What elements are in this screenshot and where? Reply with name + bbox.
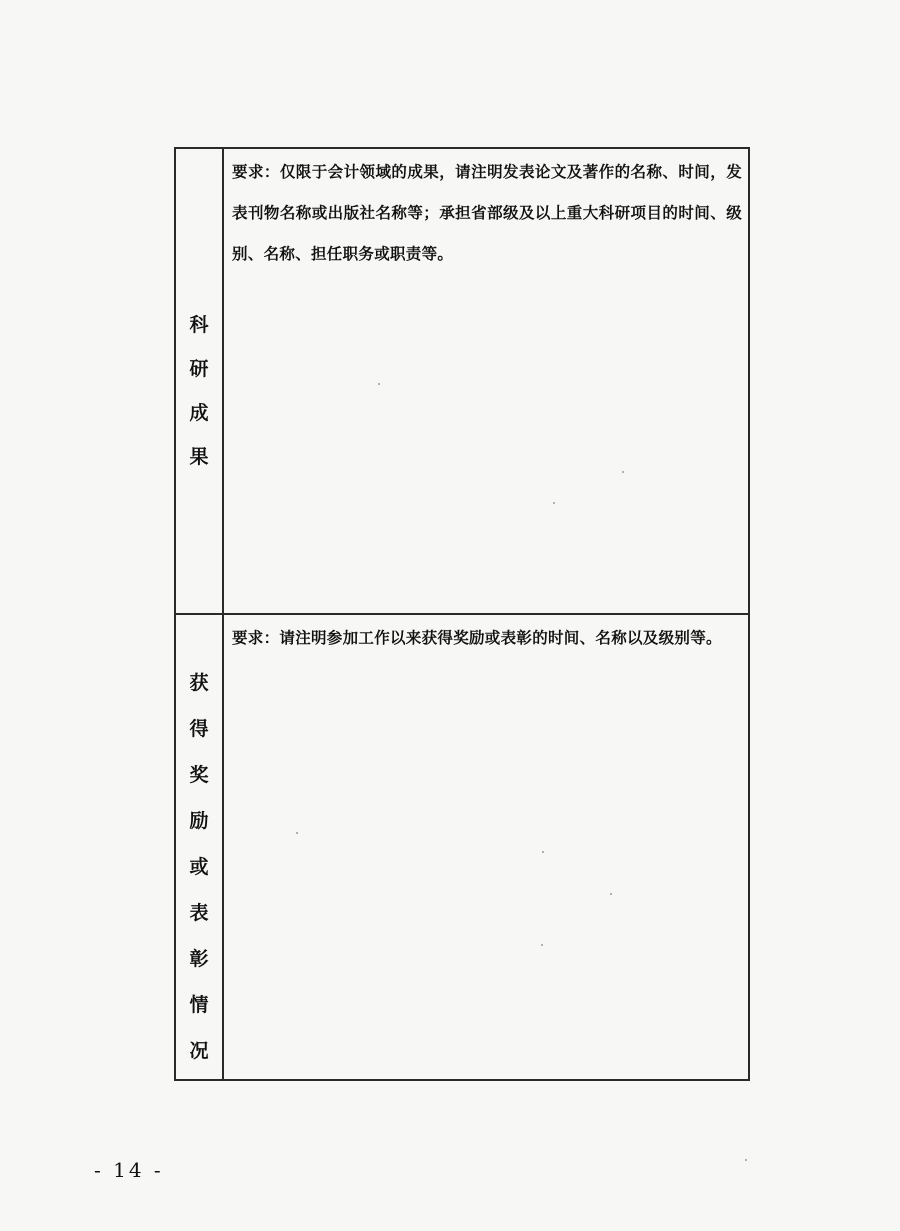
scan-speck xyxy=(745,1159,747,1161)
scan-speck xyxy=(610,893,612,895)
awards-label-cell xyxy=(176,615,224,1079)
label-char: 况 xyxy=(189,1040,209,1062)
scan-speck xyxy=(542,851,544,853)
research-results-requirement: 要求：仅限于会计领域的成果，请注明发表论文及著作的名称、时间，发表刊物名称或出版社名称等；承担省部级及以上重大科研项目的时间、级别、名称、担任职务或职责等。 xyxy=(232,162,742,263)
awards-content-cell[interactable] xyxy=(224,615,748,1079)
scan-speck xyxy=(378,383,380,385)
label-char: 情 xyxy=(189,994,209,1016)
awards-row xyxy=(176,615,748,1079)
research-results-content-cell[interactable] xyxy=(224,149,748,613)
label-char: 奖 xyxy=(189,764,209,786)
label-char: 彰 xyxy=(189,948,209,970)
page-number: - 14 - xyxy=(94,1158,164,1182)
research-results-row xyxy=(176,149,748,615)
research-results-label xyxy=(176,303,222,479)
label-char: 科 xyxy=(189,314,209,336)
awards-requirement: 要求：请注明参加工作以来获得奖励或表彰的时间、名称以及级别等。 xyxy=(232,628,722,647)
label-char: 获 xyxy=(189,672,209,694)
scan-speck xyxy=(553,502,555,504)
research-results-label-cell xyxy=(176,149,224,613)
scan-speck xyxy=(622,471,624,473)
label-char: 表 xyxy=(189,902,209,924)
label-char: 成 xyxy=(189,402,209,424)
awards-label xyxy=(176,660,222,1074)
award-form-table xyxy=(174,147,750,1081)
label-char: 或 xyxy=(189,856,209,878)
label-char: 果 xyxy=(189,446,209,468)
label-char: 得 xyxy=(189,718,209,740)
label-char: 研 xyxy=(189,358,209,380)
scan-speck xyxy=(296,832,298,834)
scan-speck xyxy=(541,944,543,946)
label-char: 励 xyxy=(189,810,209,832)
